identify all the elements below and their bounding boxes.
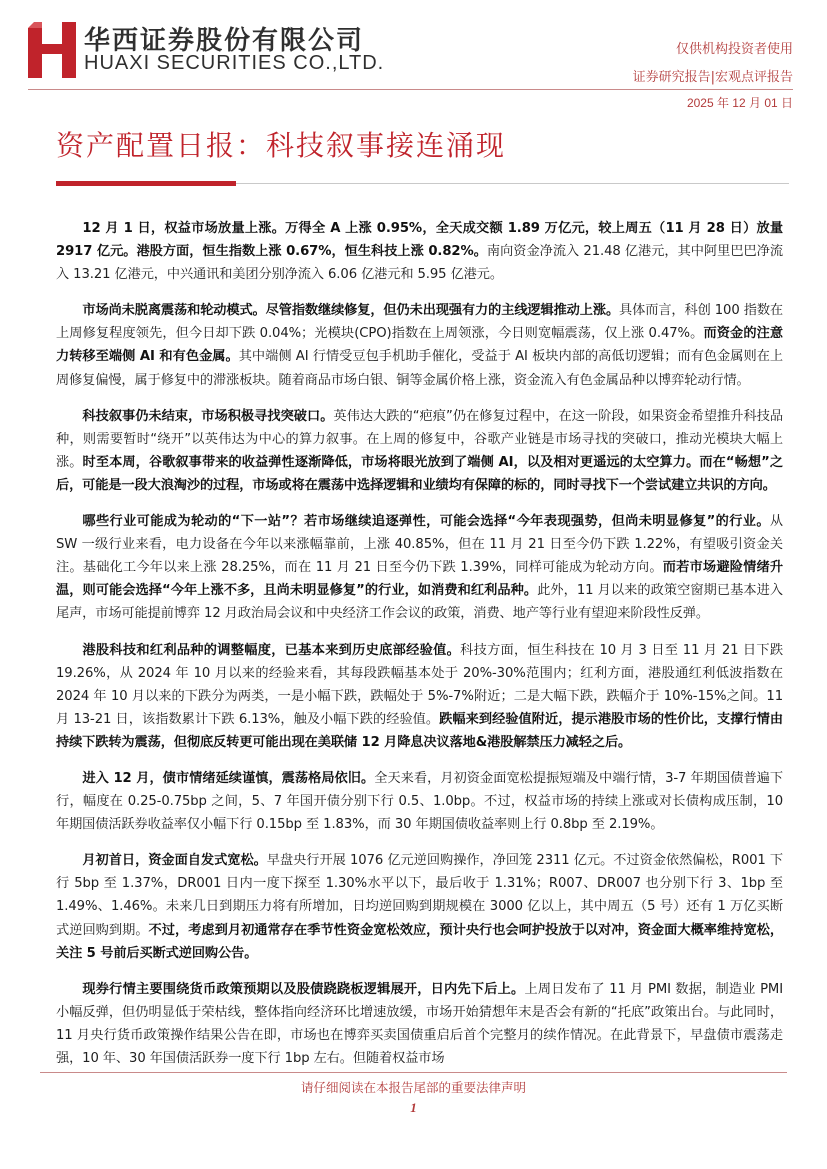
- title-accent-bar: [56, 181, 236, 186]
- text-run: 其中端侧 AI 行情受豆包手机助手催化，受益于 AI 板块内部的高低切逻辑；而有色金属则在上周修复偏慢，属于修复中的滞涨板块。随着商品市场白银、铜等金属价格上涨，资金流入有色金属品种以博弈轮动行情。: [56, 349, 783, 388]
- text-run: 全天来看，月初资金面宽松提振短端及中端行情，3-7 年期国债普遍下行，幅度在 0.25-0.75bp 之间，5、7 年国开债分别下行 0.5、1.0bp。不过，权益市场的持续上涨或对长债构成压制，10 年期国债活跃券收益率仅小幅下行 0.15bp 至 1.83%，而 30 年期国债收益率则上行 0.8bp 至 2.19%。: [56, 770, 783, 833]
- text-run: 英伟达大跌的“疤痕”仍在修复过程中，在这一阶段，如果资金希望推升科技品种，则需要暂时“绕开”以英伟达为中心的算力叙事。在上周的修复中，谷歌产业链是市场寻找的突破口，推动光模块大幅上涨。: [56, 408, 783, 470]
- bold-text-run: 哪些行业可能成为轮动的“下一站”？若市场继续追逐弹性，可能会选择“今年表现强势，但尚未明显修复”的行业。: [82, 514, 770, 530]
- bold-text-run: 市场尚未脱离震荡和轮动模式。尽管指数继续修复，但仍未出现强有力的主线逻辑推动上涨。: [82, 303, 620, 319]
- report-date: 2025 年 12 月 01 日: [686, 96, 793, 110]
- investor-disclaimer: 仅供机构投资者使用: [675, 42, 793, 57]
- paragraph-tech-narrative: [56, 405, 783, 497]
- bold-text-run: 不过，考虑到月初通常存在季节性资金宽松效应，预计央行也会呵护投放于以对冲，资金面大概率维持宽松，关注 5 号前后买断式逆回购公告。: [56, 922, 783, 961]
- bold-text-run: 现券行情主要围绕货币政策预期以及股债跷跷板逻辑展开，日内先下后上。: [82, 981, 525, 997]
- text-run: 早盘央行开展 1076 亿元逆回购操作，净回笼 2311 亿元。不过资金依然偏松，R001 下行 5bp 至 1.37%，DR001 日内一度下探至 1.30%水平以下，最后收于 1.31%；R007、DR007 也分别下行 3、1bp 至 1.49%、1.46%。未来几日到期压力将有所增加，日均逆回购到期规模在 3000 亿以上，其中周五（5 号）还有 1 万亿买断式逆回购到期。: [56, 853, 783, 938]
- huaxi-logo-icon: [28, 22, 76, 78]
- text-run: 此外，11 月以来的政策空窗期已基本进入尾声，市场可能提前博弈 12 月政治局会议和中央经济工作会议的政策，消费、地产等行业有望迎来阶段性反弹。: [56, 583, 783, 622]
- bold-text-run: 跌幅来到经验值附近，提示港股市场的性价比，支撑行情由持续下跌转为震荡，但彻底反转更可能出现在美联储 12 月降息决议落地&港股解禁压力减轻之后。: [56, 711, 783, 750]
- paragraph-bond-market: [56, 767, 783, 836]
- bold-text-run: 科技叙事仍未结束，市场积极寻找突破口。: [82, 408, 334, 424]
- bold-text-run: 时至本周，谷歌叙事带来的收益弹性逐渐降低，市场将眼光放到了端侧 AI，以及相对更遥远的太空算力。而在“畅想”之后，可能是一段大浪淘沙的过程，市场或将在震荡中选择逻辑和业绩均有保障的标的，同时寻找下一个尝试建立共识的方向。: [56, 454, 783, 493]
- text-run: 具体而言，科创 100 指数在上周修复程度领先，但今日却下跌 0.04%；光模块(CPO)指数在上周领涨，今日则宽幅震荡，仅上涨 0.47%。: [56, 303, 783, 342]
- company-name-cn: 华西证券股份有限公司: [84, 26, 365, 56]
- text-run: 上周日发布了 11 月 PMI 数据，制造业 PMI 小幅反弹，但仍明显低于荣枯线，整体指向经济环比增速放缓，市场开始猜想年末是否会有新的“托底”政策出台。与此同时，11 月央行货币政策操作结果公告在即，市场也在博弈买卖国债重启后首个完整月的续作情况。在此背景下，早盘债市震荡走强，10 年、30 年国债活跃券一度下行 1bp 左右。但随着权益市场: [56, 981, 783, 1066]
- bold-text-run: 而若市场避险情绪升温，则可能会选择“今年上涨不多，且尚未明显修复”的行业，如消费和红利品种。: [56, 560, 783, 599]
- text-run: 科技方面，恒生科技在 10 月 3 日至 11 月 21 日下跌 19.26%，从 2024 年 10 月以来的经验来看，其每段跌幅基本处于 20%-30%范围内；红利方面，港股通红利低波指数在 2024 年 10 月以来的下跌分为两类，一是小幅下跌，跌幅处于 5%-7%附近；二是大幅下跌，跌幅介于 10%-15%之间。11 月 13-21 日，该指数累计下跌 6.13%，触及小幅下跌的经验值。: [56, 642, 783, 727]
- footer-divider: [40, 1072, 787, 1073]
- paragraph-liquidity: [56, 849, 783, 964]
- paragraph-cash-bonds: [56, 978, 783, 1070]
- paragraph-hk-stocks: [56, 639, 783, 754]
- report-title: 资产配置日报：科技叙事接连涌现: [56, 129, 507, 162]
- paragraph-equity-market: [56, 217, 783, 286]
- report-body: [56, 217, 783, 1083]
- bold-text-run: 月初首日，资金面自发式宽松。: [82, 853, 267, 869]
- paragraph-rotation: [56, 299, 783, 391]
- company-name-en: HUAXI SECURITIES CO.,LTD.: [84, 52, 385, 74]
- bold-text-run: 进入 12 月，债市情绪延续谨慎，震荡格局依旧。: [82, 770, 375, 786]
- bold-text-run: 而资金的注意力转移至端侧 AI 和有色金属。: [56, 326, 783, 365]
- header-divider: [28, 89, 793, 90]
- bold-text-run: 港股科技和红利品种的调整幅度，已基本来到历史底部经验值。: [82, 642, 461, 658]
- bold-text-run: 12 月 1 日，权益市场放量上涨。万得全 A 上涨 0.95%，全天成交额 1.89 万亿元，较上周五（11 月 28 日）放量 2917 亿元。港股方面，恒生指数上涨 0.67%，恒生科技上涨 0.82%。: [56, 221, 783, 260]
- legal-notice: 请仔细阅读在本报告尾部的重要法律声明: [300, 1080, 526, 1095]
- text-run: 从 SW 一级行业来看，电力设备在今年以来涨幅靠前，上涨 40.85%，但在 11 月 21 日至今仍下跌 1.22%，有望吸引资金关注。基础化工今年以来上涨 28.25%，而在 11 月 21 日至今仍下跌 1.39%，同样可能成为轮动方向。: [56, 514, 783, 576]
- paragraph-next-sector: [56, 510, 783, 625]
- page-number: 1: [410, 1100, 417, 1115]
- text-run: 南向资金净流入 21.48 亿港元，其中阿里巴巴净流入 13.21 亿港元，中兴通讯和美团分别净流入 6.06 亿港元和 5.95 亿港元。: [56, 244, 783, 283]
- report-type: 证券研究报告|宏观点评报告: [632, 70, 793, 85]
